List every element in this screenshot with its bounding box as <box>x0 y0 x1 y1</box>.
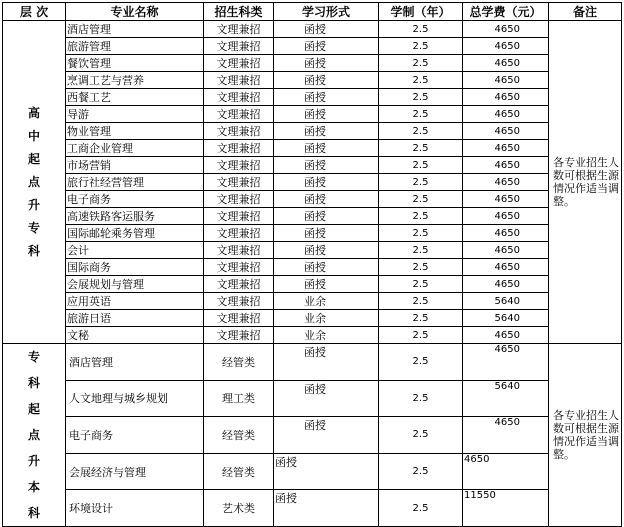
study-form: 函授 <box>274 106 379 123</box>
major-name: 市场营销 <box>66 157 204 174</box>
duration: 2.5 <box>379 380 463 417</box>
tuition-fee: 4650 <box>463 72 549 89</box>
duration: 2.5 <box>379 208 463 225</box>
major-name: 酒店管理 <box>66 21 204 38</box>
level-char: 点 <box>27 174 40 189</box>
level-char: 高 <box>27 105 40 120</box>
major-name: 人文地理与城乡规划 <box>66 380 204 417</box>
study-form: 函授 <box>274 344 379 381</box>
enroll-category: 艺术类 <box>204 490 274 527</box>
table-row <box>3 380 622 417</box>
duration: 2.5 <box>379 106 463 123</box>
enroll-category: 理工类 <box>204 380 274 417</box>
major-name: 电子商务 <box>66 417 204 454</box>
tuition-fee: 4650 <box>463 55 549 72</box>
tuition-fee: 4650 <box>463 191 549 208</box>
table-row <box>3 293 622 310</box>
study-form: 函授 <box>274 140 379 157</box>
study-form: 函授 <box>274 453 379 490</box>
duration: 2.5 <box>379 140 463 157</box>
table-row <box>3 259 622 276</box>
table-row <box>3 157 622 174</box>
level-char: 专 <box>27 350 40 364</box>
tuition-fee: 4650 <box>463 89 549 106</box>
table-row <box>3 123 622 140</box>
table-row <box>3 21 622 38</box>
enroll-category: 文理兼招 <box>204 293 274 310</box>
header-duration: 学制（年） <box>379 3 463 21</box>
level-char: 本 <box>27 480 40 494</box>
study-form: 函授 <box>274 89 379 106</box>
enroll-category: 经管类 <box>204 453 274 490</box>
tuition-fee: 4650 <box>463 242 549 259</box>
enroll-category: 文理兼招 <box>204 310 274 327</box>
study-form: 业余 <box>274 310 379 327</box>
major-name: 烹调工艺与营养 <box>66 72 204 89</box>
table-row <box>3 490 622 527</box>
tuition-fee: 4650 <box>463 259 549 276</box>
study-form: 函授 <box>274 208 379 225</box>
enroll-category: 文理兼招 <box>204 242 274 259</box>
major-name: 应用英语 <box>66 293 204 310</box>
enroll-category: 文理兼招 <box>204 259 274 276</box>
study-form: 函授 <box>274 174 379 191</box>
study-form: 函授 <box>274 123 379 140</box>
major-name: 旅行社经营管理 <box>66 174 204 191</box>
enroll-category: 经管类 <box>204 344 274 381</box>
duration: 2.5 <box>379 293 463 310</box>
major-name: 旅游日语 <box>66 310 204 327</box>
enroll-category: 文理兼招 <box>204 123 274 140</box>
study-form: 函授 <box>274 55 379 72</box>
level-char: 科 <box>27 376 40 390</box>
tuition-fee: 4650 <box>463 123 549 140</box>
remark-cell: 各专业招生人数可根据生源情况作适当调整。 <box>549 21 622 344</box>
major-name: 工商企业管理 <box>66 140 204 157</box>
study-form: 函授 <box>274 417 379 454</box>
duration: 2.5 <box>379 89 463 106</box>
major-name: 电子商务 <box>66 191 204 208</box>
table-row <box>3 310 622 327</box>
enroll-category: 文理兼招 <box>204 89 274 106</box>
table-row <box>3 276 622 293</box>
duration: 2.5 <box>379 327 463 344</box>
table-row <box>3 72 622 89</box>
study-form: 函授 <box>274 191 379 208</box>
duration: 2.5 <box>379 174 463 191</box>
tuition-fee: 4650 <box>463 106 549 123</box>
header-study-form: 学习形式 <box>274 3 379 21</box>
study-form: 函授 <box>274 72 379 89</box>
tuition-fee: 4650 <box>463 21 549 38</box>
level-char: 科 <box>27 243 40 258</box>
tuition-fee: 11550 <box>463 490 549 527</box>
major-name: 环境设计 <box>66 490 204 527</box>
major-name: 国际商务 <box>66 259 204 276</box>
table-row <box>3 327 622 344</box>
enroll-category: 经管类 <box>204 417 274 454</box>
table-row <box>3 174 622 191</box>
enroll-category: 文理兼招 <box>204 140 274 157</box>
tuition-fee: 4650 <box>463 157 549 174</box>
table-row <box>3 140 622 157</box>
enroll-category: 文理兼招 <box>204 208 274 225</box>
level-char: 升 <box>27 454 40 468</box>
level-char: 起 <box>27 151 40 166</box>
major-name: 旅游管理 <box>66 38 204 55</box>
duration: 2.5 <box>379 344 463 381</box>
duration: 2.5 <box>379 123 463 140</box>
duration: 2.5 <box>379 310 463 327</box>
major-name: 餐饮管理 <box>66 55 204 72</box>
tuition-fee: 4650 <box>463 276 549 293</box>
enroll-category: 文理兼招 <box>204 38 274 55</box>
study-form: 函授 <box>274 21 379 38</box>
study-form: 函授 <box>274 225 379 242</box>
header-category: 招生科类 <box>204 3 274 21</box>
header-row <box>3 3 622 21</box>
tuition-fee: 5640 <box>463 380 549 417</box>
table-row <box>3 344 622 381</box>
tuition-fee: 4650 <box>463 38 549 55</box>
enroll-category: 文理兼招 <box>204 225 274 242</box>
table-row <box>3 225 622 242</box>
major-name: 国际邮轮乘务管理 <box>66 225 204 242</box>
major-name: 会展经济与管理 <box>66 453 204 490</box>
study-form: 函授 <box>274 380 379 417</box>
major-name: 文秘 <box>66 327 204 344</box>
tuition-fee: 4650 <box>463 344 549 381</box>
study-form: 函授 <box>274 259 379 276</box>
study-form: 业余 <box>274 327 379 344</box>
tuition-fee: 4650 <box>463 225 549 242</box>
table-row <box>3 55 622 72</box>
major-name: 西餐工艺 <box>66 89 204 106</box>
table-row <box>3 208 622 225</box>
major-name: 酒店管理 <box>66 344 204 381</box>
major-name: 会展规划与管理 <box>66 276 204 293</box>
level-char: 科 <box>27 506 40 520</box>
study-form: 业余 <box>274 293 379 310</box>
enroll-category: 文理兼招 <box>204 55 274 72</box>
tuition-fee: 5640 <box>463 293 549 310</box>
major-name: 物业管理 <box>66 123 204 140</box>
level-char: 中 <box>27 128 40 143</box>
enroll-category: 文理兼招 <box>204 157 274 174</box>
duration: 2.5 <box>379 490 463 527</box>
enroll-category: 文理兼招 <box>204 72 274 89</box>
study-form: 函授 <box>274 276 379 293</box>
header-tuition: 总学费（元） <box>463 3 549 21</box>
major-name: 会计 <box>66 242 204 259</box>
study-form: 函授 <box>274 490 379 527</box>
header-major: 专业名称 <box>66 3 204 21</box>
table-row <box>3 191 622 208</box>
enroll-category: 文理兼招 <box>204 21 274 38</box>
tuition-fee: 5640 <box>463 310 549 327</box>
tuition-fee: 4650 <box>463 417 549 454</box>
study-form: 函授 <box>274 157 379 174</box>
level-char: 升 <box>27 197 40 212</box>
table-row <box>3 453 622 490</box>
major-name: 高速铁路客运服务 <box>66 208 204 225</box>
study-form: 函授 <box>274 242 379 259</box>
duration: 2.5 <box>379 21 463 38</box>
duration: 2.5 <box>379 453 463 490</box>
enroll-category: 文理兼招 <box>204 106 274 123</box>
tuition-fee: 4650 <box>463 453 549 490</box>
major-name: 导游 <box>66 106 204 123</box>
table-row <box>3 106 622 123</box>
level-cell <box>3 344 66 527</box>
enroll-category: 文理兼招 <box>204 191 274 208</box>
level-char: 起 <box>27 402 40 416</box>
enroll-category: 文理兼招 <box>204 276 274 293</box>
duration: 2.5 <box>379 417 463 454</box>
duration: 2.5 <box>379 191 463 208</box>
study-form: 函授 <box>274 38 379 55</box>
table-row <box>3 38 622 55</box>
header-remark: 备注 <box>549 3 622 21</box>
tuition-fee: 4650 <box>463 174 549 191</box>
level-cell <box>3 21 66 344</box>
duration: 2.5 <box>379 72 463 89</box>
duration: 2.5 <box>379 157 463 174</box>
tuition-table <box>2 2 622 527</box>
enroll-category: 文理兼招 <box>204 174 274 191</box>
duration: 2.5 <box>379 276 463 293</box>
remark-cell: 各专业招生人数可根据生源情况作适当调整。 <box>549 344 622 527</box>
duration: 2.5 <box>379 225 463 242</box>
table-row <box>3 242 622 259</box>
duration: 2.5 <box>379 242 463 259</box>
level-char: 点 <box>27 428 40 442</box>
enroll-category: 文理兼招 <box>204 327 274 344</box>
duration: 2.5 <box>379 38 463 55</box>
table-row <box>3 417 622 454</box>
duration: 2.5 <box>379 259 463 276</box>
tuition-fee: 4650 <box>463 208 549 225</box>
table-row <box>3 89 622 106</box>
tuition-fee: 4650 <box>463 140 549 157</box>
header-level: 层 次 <box>3 3 66 21</box>
level-char: 专 <box>27 220 40 235</box>
duration: 2.5 <box>379 55 463 72</box>
tuition-fee: 4650 <box>463 327 549 344</box>
